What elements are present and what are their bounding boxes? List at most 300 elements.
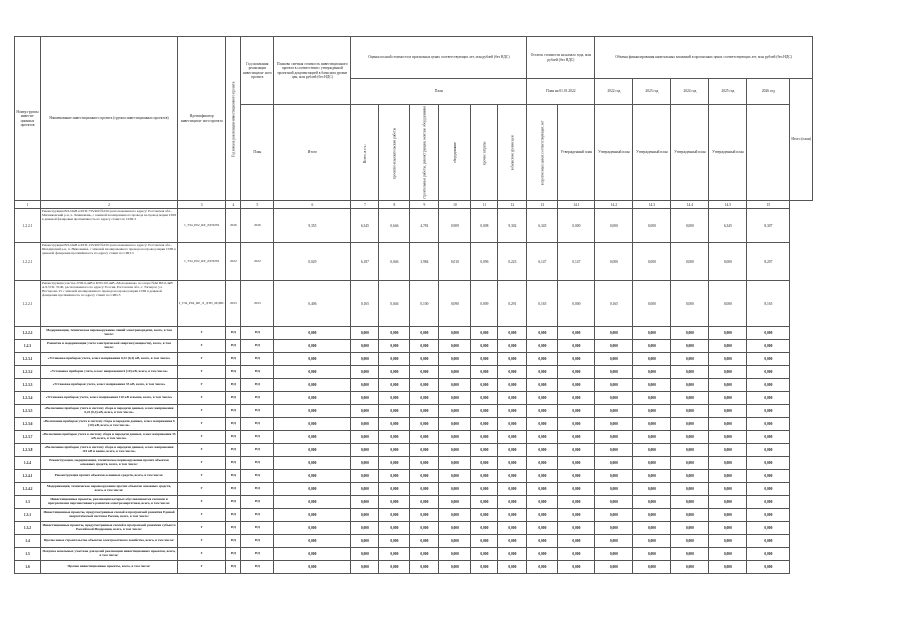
row-value: 0,000 (747, 366, 790, 379)
row-value: 0,000 (439, 366, 471, 379)
row-value: 0,000 (671, 535, 709, 548)
row-value: 0,000 (671, 457, 709, 470)
row-value: 0,000 (527, 522, 558, 535)
row-value: 0,000 (709, 281, 747, 327)
row-value: 0,000 (709, 392, 747, 405)
row-value: 0,000 (498, 327, 527, 340)
header-sub-plan: План (241, 105, 274, 201)
row-value: 0,000 (274, 444, 351, 457)
header-sub-smr: строительные работы, реконструкция, монтаж оборудования (410, 105, 439, 201)
row-value: 0,090 (439, 281, 471, 327)
row-value: 0,000 (439, 353, 471, 366)
row-value: 0,000 (439, 535, 471, 548)
row-value: 0,000 (633, 392, 671, 405)
table-row (15, 444, 813, 457)
row-name: Реконструкция ВЛ-10кВ в КТП-135/400 №259 расположенная по адресу: Ростовская обл., Шахдинский р-н, п. Николаевка, с заменой изолированного провода на провод марки СИП в деньмой фазировки протяжённость по адресу ставит по СИП-3 (41, 243, 178, 281)
row-value: 0,000 (558, 379, 595, 392)
row-id: Г (178, 366, 226, 379)
row-code: 1.2.3 (15, 340, 41, 353)
row-value: 0,000 (671, 340, 709, 353)
row-code: 1.3 (15, 496, 41, 509)
row-code: 1.5 (15, 548, 41, 561)
row-value: 0,000 (471, 379, 498, 392)
row-value: 0,000 (633, 470, 671, 483)
row-year-start: НД (226, 405, 241, 418)
row-value: 0,000 (439, 561, 471, 574)
table-row (15, 561, 813, 574)
header-appr-2022: Утвержденный план (558, 105, 595, 201)
column-number: 2 (41, 201, 178, 209)
row-value: 0,000 (379, 457, 410, 470)
row-value: 0,000 (498, 444, 527, 457)
row-code: 1.2.3.5 (15, 405, 41, 418)
row-value: 0,000 (527, 509, 558, 522)
table-row (15, 281, 813, 327)
row-value: 0,000 (709, 379, 747, 392)
row-value: 0,000 (410, 509, 439, 522)
header-year-start: Год начала реализации инвестиционного проекта (226, 37, 241, 201)
row-id: Г (178, 444, 226, 457)
table-row (15, 509, 813, 522)
header-financing: Объемы финансирования капитальных вложений в прогнозных ценах соответствующих лет, млн рублей (без НДС) (595, 37, 813, 79)
row-value: 0,000 (527, 561, 558, 574)
row-value: 0,000 (439, 340, 471, 353)
row-name: Инвестиционные проекты, предусмотренные схемой и программой развития субъекта Российской Федерации, всего, в том числе: (41, 522, 178, 535)
row-value: 8,207 (747, 243, 790, 281)
row-value: 0,000 (471, 496, 498, 509)
row-code: 1.2.3.2 (15, 366, 41, 379)
row-year-start: НД (226, 444, 241, 457)
column-number: 14.5 (709, 201, 747, 209)
row-id: Г (178, 496, 226, 509)
column-number-row (15, 201, 813, 209)
row-value: 0,000 (633, 243, 671, 281)
row-id: Г (178, 431, 226, 444)
row-value: 0,000 (274, 509, 351, 522)
row-id: I_T34_P04_RP_Л_ДТП_МДПС (178, 281, 226, 327)
investment-program-sheet (14, 36, 813, 574)
row-value: 0,000 (633, 327, 671, 340)
table-row (15, 470, 813, 483)
column-number: 1 (15, 201, 41, 209)
row-value: 0,000 (595, 353, 633, 366)
header-sub-equip: оборудование (439, 105, 471, 201)
row-value: 0,000 (351, 483, 379, 496)
row-value: 0,223 (498, 243, 527, 281)
row-id: Г (178, 509, 226, 522)
row-year-end: НД (241, 548, 274, 561)
row-value: 0,000 (595, 431, 633, 444)
row-value: 0,000 (527, 470, 558, 483)
row-value: 0,000 (439, 548, 471, 561)
row-value: 0,000 (410, 548, 439, 561)
row-year-start: НД (226, 340, 241, 353)
row-value: 0,000 (439, 392, 471, 405)
row-value: 0,010 (439, 243, 471, 281)
row-value: 0,000 (747, 535, 790, 548)
row-value: 0,000 (633, 561, 671, 574)
row-value: 0,000 (558, 405, 595, 418)
row-value: 0,000 (747, 470, 790, 483)
row-value: 0,046 (379, 281, 410, 327)
row-value: 0,000 (410, 470, 439, 483)
row-year-start: НД (226, 522, 241, 535)
row-year-end: НД (241, 444, 274, 457)
row-value: 0,000 (595, 561, 633, 574)
header-plan-on: План на 01.01.2022 (527, 79, 595, 105)
row-value: 0,000 (633, 483, 671, 496)
row-value: 0,000 (379, 444, 410, 457)
row-value: 0,000 (439, 509, 471, 522)
row-value: 0,909 (439, 209, 471, 243)
row-value: 0,000 (351, 548, 379, 561)
row-value: 0,000 (439, 483, 471, 496)
row-value: 0,000 (351, 496, 379, 509)
row-value: 0,096 (471, 243, 498, 281)
row-name: Прочие инвестиционные проекты, всего, в том числе: (41, 561, 178, 574)
header-2025: 2025 год (709, 79, 747, 105)
row-name: Модернизация, техническое перевооружение прочих объектов основных средств, всего, в том числе: (41, 483, 178, 496)
row-name: Реконструкция ВЛ-10кВ в КТП-735/400 №259 расположенная по адресу: Ростовская обл., Мясниковский р-н, х. Ленинавань, с заменой изолированного провода на провод марки СИП в деньмой фазировки протяжённость по адресу ставит по СИП-3 (41, 209, 178, 243)
row-value: 0,000 (498, 431, 527, 444)
row-value: 0,000 (351, 379, 379, 392)
row-name: «Установка приборов учета, класс напряжения 110 кВ и выше, всего, в том числе» (41, 392, 178, 405)
row-code: 1.2.4.2 (15, 483, 41, 496)
row-value: 0,000 (709, 457, 747, 470)
row-value: 0,000 (671, 509, 709, 522)
table-row (15, 548, 813, 561)
row-value: 0,000 (410, 522, 439, 535)
row-year-end: НД (241, 327, 274, 340)
header-appr-2023: Утвержденный план (595, 105, 633, 201)
row-value: 0,000 (633, 431, 671, 444)
row-value: 0,000 (633, 522, 671, 535)
table-row (15, 243, 813, 281)
row-id: Г (178, 535, 226, 548)
table-row (15, 327, 813, 340)
row-name: Реконструкция, модернизация, техническое перевооружение прочих объектов основных средств, всего, в том числе: (41, 457, 178, 470)
row-id: Г (178, 379, 226, 392)
row-id: Г (178, 548, 226, 561)
row-value: 0,000 (595, 483, 633, 496)
row-value: 0,000 (471, 405, 498, 418)
header-cost-estimate: Оценка полной стоимости в прогнозных ценах соответствующих лет, млн рублей (без НДС) (351, 37, 527, 79)
row-value: 0,000 (274, 483, 351, 496)
row-value: 0,000 (379, 379, 410, 392)
row-value: 0,000 (498, 496, 527, 509)
row-value: 0,000 (379, 470, 410, 483)
row-value: 0,000 (747, 353, 790, 366)
row-year-start: НД (226, 470, 241, 483)
row-value: 0,000 (274, 470, 351, 483)
row-value: 0,000 (595, 392, 633, 405)
row-value: 0,000 (351, 457, 379, 470)
row-value: 0,000 (379, 431, 410, 444)
row-value: 8,307 (747, 209, 790, 243)
row-value: 0,000 (709, 496, 747, 509)
row-value: 0,000 (498, 483, 527, 496)
row-year-end: 2026 (241, 209, 274, 243)
row-value: 0,000 (747, 561, 790, 574)
row-value: 0,000 (595, 535, 633, 548)
row-value: 6,345 (351, 209, 379, 243)
row-id: Г (178, 405, 226, 418)
column-number: 14.4 (671, 201, 709, 209)
row-value: 0,000 (498, 522, 527, 535)
row-year-start: НД (226, 418, 241, 431)
row-value: 0,000 (274, 340, 351, 353)
row-value: 0,000 (379, 548, 410, 561)
row-value: 0,000 (558, 431, 595, 444)
header-plan: План (351, 79, 527, 105)
column-number: 14.1 (558, 201, 595, 209)
row-value: 0,000 (747, 379, 790, 392)
row-value: 0,000 (671, 418, 709, 431)
row-value: 0,000 (709, 483, 747, 496)
row-value: 0,000 (527, 548, 558, 561)
row-value: 0,000 (747, 405, 790, 418)
row-value: 0,046 (379, 243, 410, 281)
row-name: «Установка приборов учета, класс напряжения 35 кВ, всего, в том числе» (41, 379, 178, 392)
column-number: 13 (527, 201, 558, 209)
row-value: 0,000 (527, 535, 558, 548)
row-year-start: НД (226, 496, 241, 509)
row-name: Инвестиционные проекты, предусмотренные схемой и программой развития Единой энергетической системы России, всего, в том числе: (41, 509, 178, 522)
row-year-start: НД (226, 561, 241, 574)
row-value: 0,000 (274, 327, 351, 340)
row-value: 0,000 (527, 457, 558, 470)
row-value: 0,000 (498, 548, 527, 561)
row-year-start: НД (226, 392, 241, 405)
row-value: 9,355 (274, 209, 351, 243)
row-value: 0,000 (379, 496, 410, 509)
row-value: 0,000 (527, 379, 558, 392)
row-year-end: 2022 (241, 243, 274, 281)
row-value: 0,000 (439, 457, 471, 470)
row-value: 0,000 (671, 522, 709, 535)
row-value: 0,000 (410, 418, 439, 431)
row-code: 1.4 (15, 535, 41, 548)
row-year-start: НД (226, 509, 241, 522)
row-value: 0,000 (351, 470, 379, 483)
row-name: «Включение приборов учета в систему сбора и передачи данных, класс напряжения 35 кВ, всего, в том числе» (41, 431, 178, 444)
row-year-end: НД (241, 535, 274, 548)
row-value: 0,000 (709, 522, 747, 535)
header-sub-basis: в базисном уровне цен (498, 105, 527, 201)
header-sub-other: прочие затраты (471, 105, 498, 201)
row-year-end: НД (241, 366, 274, 379)
row-year-start: НД (226, 366, 241, 379)
row-year-end: НД (241, 405, 274, 418)
row-value: 0,000 (410, 327, 439, 340)
header-full-cost: Планово сметная стоимость инвестиционного проекта в соответствии с утвержденной проектной документацией в базисном уровне цен, млн рублей (без НДС) (274, 37, 351, 105)
row-value: 0,000 (471, 444, 498, 457)
row-value: 0,165 (351, 281, 379, 327)
row-value: 0,000 (527, 340, 558, 353)
row-value: 0,000 (558, 281, 595, 327)
row-value: 0,000 (410, 496, 439, 509)
row-value: 0,000 (351, 509, 379, 522)
row-value: 0,165 (595, 281, 633, 327)
column-number: 5 (241, 201, 274, 209)
row-year-start: НД (226, 483, 241, 496)
row-value: 0,000 (471, 340, 498, 353)
row-value: 0,000 (671, 548, 709, 561)
row-value: 0,000 (709, 405, 747, 418)
row-value: 0,000 (471, 366, 498, 379)
row-year-start: НД (226, 548, 241, 561)
row-value: 0,000 (747, 548, 790, 561)
row-value: 0,000 (633, 340, 671, 353)
row-value: 0,000 (709, 340, 747, 353)
row-year-end: НД (241, 392, 274, 405)
row-value: 0,000 (379, 483, 410, 496)
row-value: 0,000 (351, 327, 379, 340)
row-value: 0,000 (671, 209, 709, 243)
row-id: Г (178, 340, 226, 353)
row-year-end: НД (241, 431, 274, 444)
row-value: 0,000 (558, 483, 595, 496)
row-value: 0,000 (471, 392, 498, 405)
row-value: 0,000 (410, 561, 439, 574)
row-value: 0,000 (498, 509, 527, 522)
row-year-start: 2026 (226, 209, 241, 243)
row-name: Модернизация, техническое перевооружение линий электропередачи, всего, в том числе: (41, 327, 178, 340)
row-value: 0,000 (595, 405, 633, 418)
row-value: 0,000 (274, 522, 351, 535)
row-value: 0,000 (558, 353, 595, 366)
row-value: 0,000 (351, 353, 379, 366)
header-2024: 2024 год (671, 79, 709, 105)
row-value: 0,000 (498, 535, 527, 548)
row-value: 0,000 (633, 509, 671, 522)
row-value: 0,000 (351, 431, 379, 444)
row-code: 1.3.1 (15, 509, 41, 522)
row-value: 9,302 (498, 209, 527, 243)
header-appr-2025: Утвержденный план (671, 105, 709, 201)
row-value: 0,000 (351, 535, 379, 548)
row-value: 8,165 (747, 281, 790, 327)
row-value: 0,000 (671, 392, 709, 405)
row-value: 0,000 (351, 444, 379, 457)
row-value: 0,000 (595, 209, 633, 243)
row-value: 0,000 (471, 548, 498, 561)
row-value: 0,000 (747, 340, 790, 353)
column-number: 7 (351, 201, 379, 209)
row-year-start: НД (226, 535, 241, 548)
row-code: 1.6 (15, 561, 41, 574)
row-value: 6,345 (709, 209, 747, 243)
row-value: 0,000 (439, 327, 471, 340)
row-value: 0,000 (558, 522, 595, 535)
table-row (15, 431, 813, 444)
row-value: 0,000 (527, 327, 558, 340)
row-value: 0,000 (471, 535, 498, 548)
row-value: 0,000 (709, 535, 747, 548)
row-name: «Включение приборов учета в систему сбора и передачи данных, класс напряжения 0,22 (0,4) кВ, всего, в том числе» (41, 405, 178, 418)
table-row (15, 392, 813, 405)
row-value: 0,000 (558, 392, 595, 405)
row-value: 0,000 (379, 327, 410, 340)
row-value: 0,000 (410, 444, 439, 457)
row-value: 0,000 (527, 444, 558, 457)
table-row (15, 379, 813, 392)
row-value: 0,000 (633, 496, 671, 509)
table-row (15, 418, 813, 431)
row-value: 0,000 (747, 418, 790, 431)
row-value: 0,000 (633, 353, 671, 366)
table-row (15, 209, 813, 243)
row-value: 0,000 (633, 457, 671, 470)
row-value: 6,147 (527, 243, 558, 281)
row-id: Г (178, 353, 226, 366)
row-value: 0,000 (498, 379, 527, 392)
row-value: 0,000 (527, 405, 558, 418)
row-value: 0,000 (439, 522, 471, 535)
row-year-end: НД (241, 379, 274, 392)
row-name: Реконструкция прочих объектов основных средств, всего, в том числе: (41, 470, 178, 483)
column-number: 10 (439, 201, 471, 209)
row-value: 0,000 (351, 418, 379, 431)
header-sub-pir: проектно-изыскательские работы (379, 105, 410, 201)
row-value: 0,000 (595, 340, 633, 353)
row-code: 1.2.2.1 (15, 281, 41, 327)
row-id: I_T34_P02_RP_ДТП259 (178, 243, 226, 281)
row-value: 0,000 (671, 379, 709, 392)
row-value: 0,000 (527, 353, 558, 366)
row-value: 0,000 (379, 340, 410, 353)
row-value: 0,000 (747, 483, 790, 496)
row-value: 0,000 (410, 405, 439, 418)
row-value: 4,781 (410, 209, 439, 243)
header-name: Наименование инвестиционного проекта (группы инвестиционных проектов) (41, 37, 178, 201)
row-value: 0,000 (410, 457, 439, 470)
row-value: 0,000 (558, 418, 595, 431)
column-number: 3 (178, 201, 226, 209)
header-total: Итого (план) (790, 79, 813, 201)
row-value: 0,000 (527, 366, 558, 379)
row-value: 0,000 (379, 535, 410, 548)
row-value: 0,000 (558, 327, 595, 340)
row-value: 0,000 (439, 379, 471, 392)
row-name: «Установка приборов учета, класс напряжения 6 (10) кВ, всего, в том числе» (41, 366, 178, 379)
row-value: 0,000 (558, 209, 595, 243)
row-value: 0,000 (595, 327, 633, 340)
row-value: 0,000 (558, 509, 595, 522)
row-value: 0,406 (274, 281, 351, 327)
row-value: 0,000 (410, 340, 439, 353)
table-row (15, 457, 813, 470)
row-value: 0,000 (410, 535, 439, 548)
row-value: 0,000 (439, 431, 471, 444)
row-id: Г (178, 392, 226, 405)
row-value: 0,000 (709, 431, 747, 444)
row-value: 0,000 (274, 496, 351, 509)
table-row (15, 366, 813, 379)
row-value: 0,000 (709, 548, 747, 561)
row-year-start: НД (226, 379, 241, 392)
row-value: 0,000 (498, 561, 527, 574)
row-value: 0,000 (351, 366, 379, 379)
row-code: 1.2.4.1 (15, 470, 41, 483)
row-code: 1.2.2.1 (15, 209, 41, 243)
row-year-start: НД (226, 431, 241, 444)
row-value: 0,000 (471, 470, 498, 483)
row-value: 0,000 (709, 470, 747, 483)
column-number: 8 (379, 201, 410, 209)
row-value: 0,000 (498, 353, 527, 366)
row-value: 0,000 (439, 405, 471, 418)
